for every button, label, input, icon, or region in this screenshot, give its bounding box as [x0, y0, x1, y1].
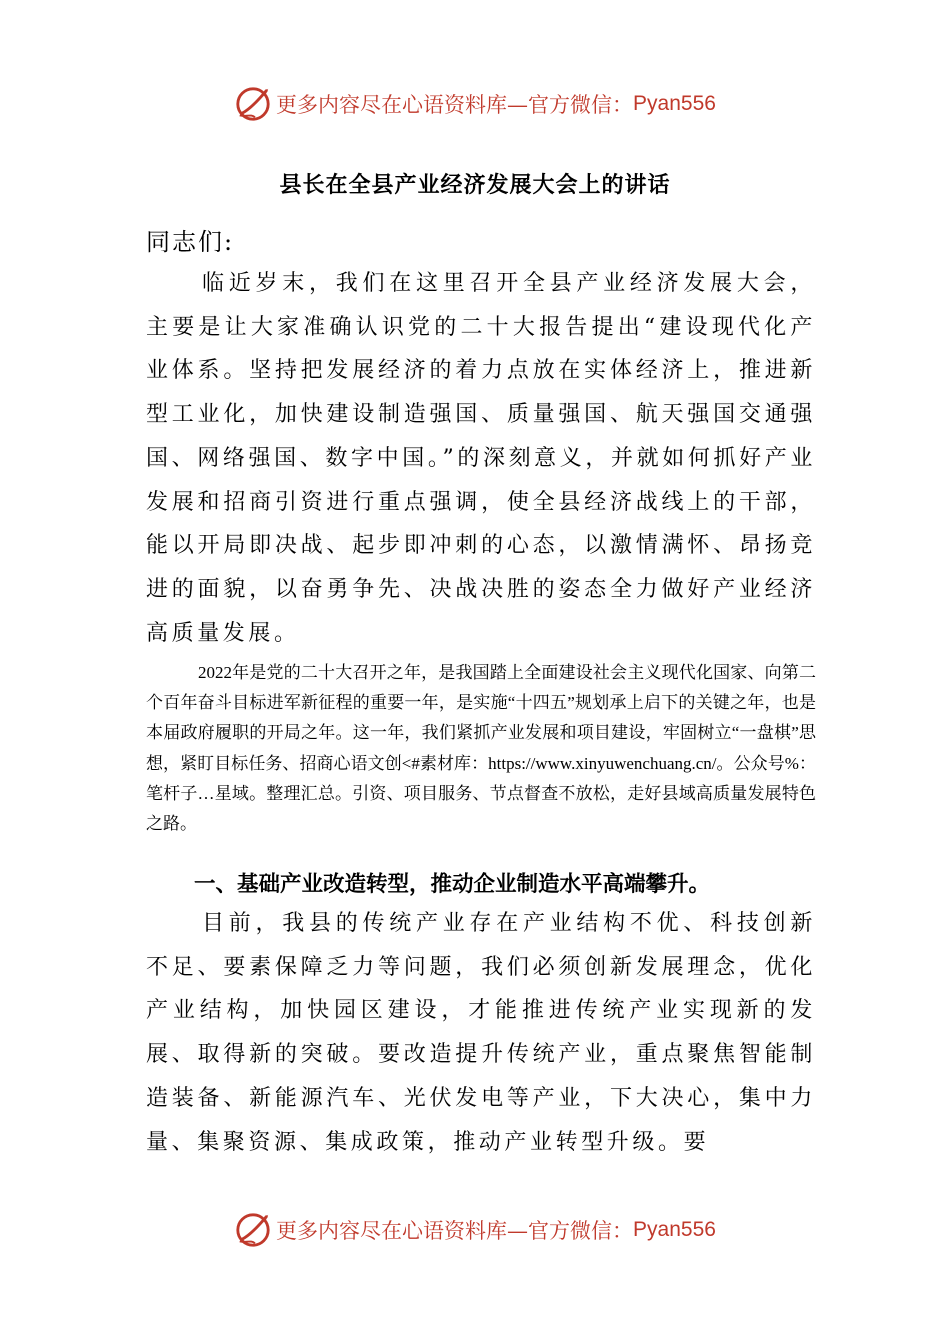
salutation: 同志们:: [146, 228, 235, 256]
watermark-handle: Pyan556: [633, 1218, 716, 1241]
section-1-body: 目前，我县的传统产业存在产业结构不优、科技创新不足、要素保障乏力等问题，我们必须创新发展理念，优化产业结构，加快园区建设，才能推进传统产业实现新的发展、取得新的突破。要改造提升传统产业，重点聚焦智能制造装备、新能源汽车、光伏发电等产业，下大决心，集中力量、集聚资源、集成政策，推动产业转型升级。要: [146, 911, 816, 1155]
watermark-banner-top: [0, 84, 950, 124]
pen-logo-icon: [234, 85, 272, 123]
watermark-banner-bottom: [0, 1210, 950, 1250]
intro-paragraph: 临近岁末，我们在这里召开全县产业经济发展大会，主要是让大家准确认识党的二十大报告提出“建设现代化产业体系。坚持把发展经济的着力点放在实体经济上，推进新型工业化，加快建设制造强国、质量强国、航天强国交通强国、网络强国、数字中国。”的深刻意义，并就如何抓好产业发展和招商引资进行重点强调，使全县经济战线上的干部，能以开局即决战、起步即冲刺的心态，以激情满怀、昂扬竞进的面貌，以奋勇争先、决战决胜的姿态全力做好产业经济高质量发展。: [146, 271, 816, 646]
pen-logo-icon: [234, 1211, 272, 1249]
watermark-text: 更多内容尽在心语资料库—官方微信：: [276, 1219, 634, 1243]
review-paragraph: 2022年是党的二十大召开之年，是我国踏上全面建设社会主义现代化国家、向第二个百年奋斗目标进军新征程的重要一年，是实施“十四五”规划承上启下的关键之年，也是本届政府履职的开局之年。这一年，我们紧抓产业发展和项目建设，牢固树立“一盘棋”思想，紧盯目标任务、招商心语文创<#素材库：https://www.xinyuwenchuang.cn/。公众号%：笔杆子…星域。整理汇总。引资、项目服务、节点督查不放松，走好县域高质量发展特色之路。: [146, 663, 816, 834]
watermark-text: 更多内容尽在心语资料库—官方微信：: [276, 93, 634, 117]
document-title: 县长在全县产业经济发展大会上的讲话: [279, 173, 671, 198]
watermark-handle: Pyan556: [633, 92, 716, 115]
section-1-heading: 一、基础产业改造转型，推动企业制造水平高端攀升。: [194, 872, 711, 897]
